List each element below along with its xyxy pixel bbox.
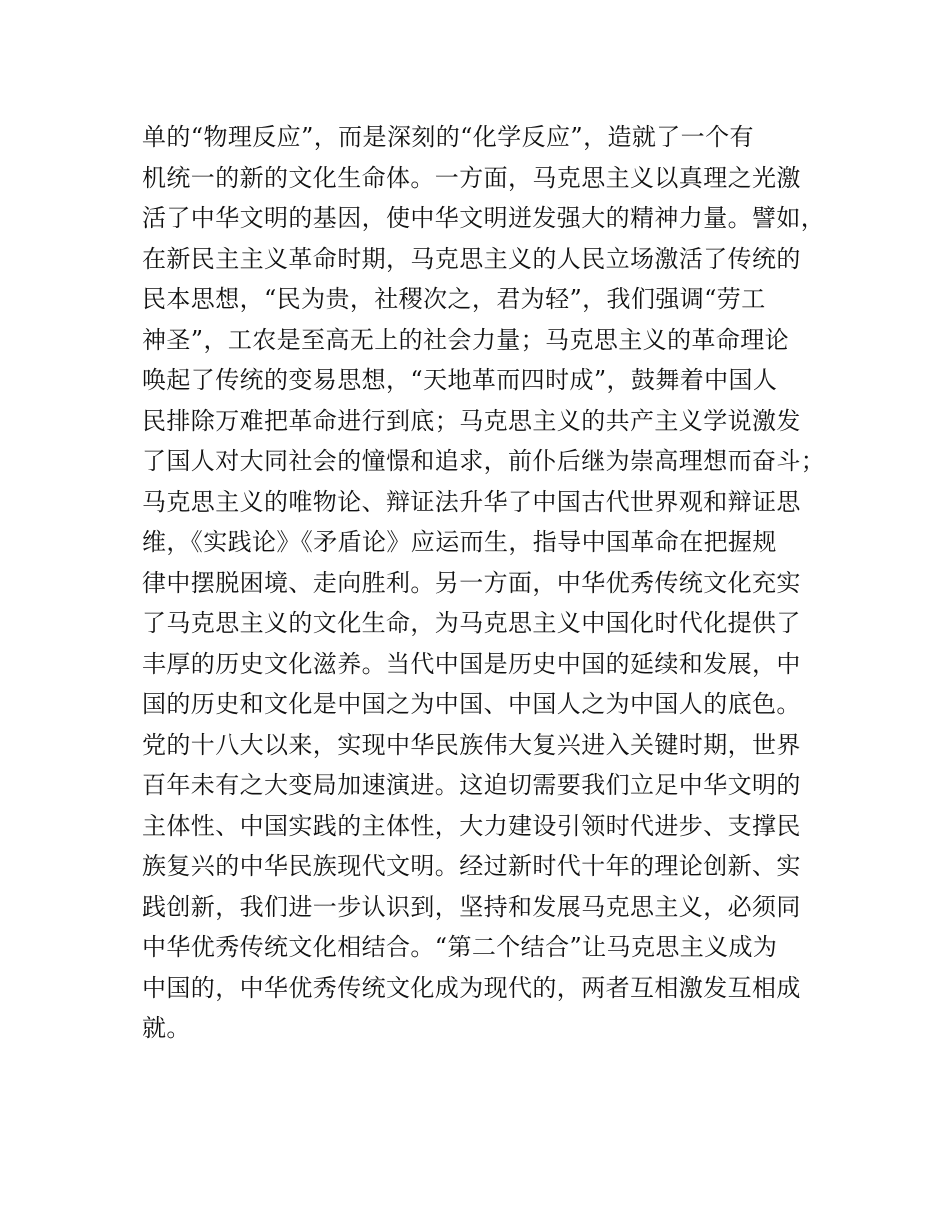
text-line: 马克思主义的唯物论、辩证法升华了中国古代世界观和辩证思 — [142, 487, 801, 516]
text-line: 神圣”，工农是至高无上的社会力量；马克思主义的革命理论 — [142, 325, 790, 354]
text-line: 民排除万难把革命进行到底；马克思主义的共产主义学说激发 — [142, 406, 801, 435]
text-line: 民本思想，“民为贵，社稷次之，君为轻”，我们强调“劳工 — [142, 285, 766, 313]
text-line: 律中摆脱困境、走向胜利。另一方面，中华优秀传统文化充实 — [142, 568, 801, 597]
text-line: 维，《实践论》《矛盾论》应运而生，指导中国革命在把握规 — [142, 528, 777, 556]
text-line: 唤起了传统的变易思想，“天地革而四时成”，鼓舞着中国人 — [142, 366, 778, 394]
text-line: 百年未有之大变局加速演进。这迫切需要我们立足中华文明的 — [142, 771, 801, 799]
text-line: 了国人对大同社会的憧憬和追求，前仆后继为崇高理想而奋斗； — [142, 447, 826, 475]
text-line: 中国的，中华优秀传统文化成为现代的，两者互相激发互相成 — [142, 973, 801, 1002]
text-line: 活了中华文明的基因，使中华文明迸发强大的精神力量。譬如， — [142, 204, 826, 232]
text-line: 单的“物理反应”，而是深刻的“化学反应”，造就了一个有 — [142, 123, 754, 151]
body-paragraph — [142, 117, 832, 1049]
text-line: 党的十八大以来，实现中华民族伟大复兴进入关键时期，世界 — [142, 730, 801, 759]
text-line: 族复兴的中华民族现代文明。经过新时代十年的理论创新、实 — [142, 852, 801, 880]
text-line: 机统一的新的文化生命体。一方面，马克思主义以真理之光激 — [142, 163, 801, 192]
text-line: 主体性、中国实践的主体性，大力建设引领时代进步、支撑民 — [142, 811, 801, 840]
text-line: 就。 — [142, 1014, 191, 1042]
text-line: 了马克思主义的文化生命，为马克思主义中国化时代化提供了 — [142, 609, 801, 637]
text-line: 丰厚的历史文化滋养。当代中国是历史中国的延续和发展，中 — [142, 649, 801, 678]
text-line: 践创新，我们进一步认识到，坚持和发展马克思主义，必须同 — [142, 892, 801, 921]
text-line: 在新民主主义革命时期，马克思主义的人民立场激活了传统的 — [142, 244, 801, 273]
text-line: 中华优秀传统文化相结合。“第二个结合”让马克思主义成为 — [142, 933, 778, 961]
text-line: 国的历史和文化是中国之为中国、中国人之为中国人的底色。 — [142, 690, 801, 718]
